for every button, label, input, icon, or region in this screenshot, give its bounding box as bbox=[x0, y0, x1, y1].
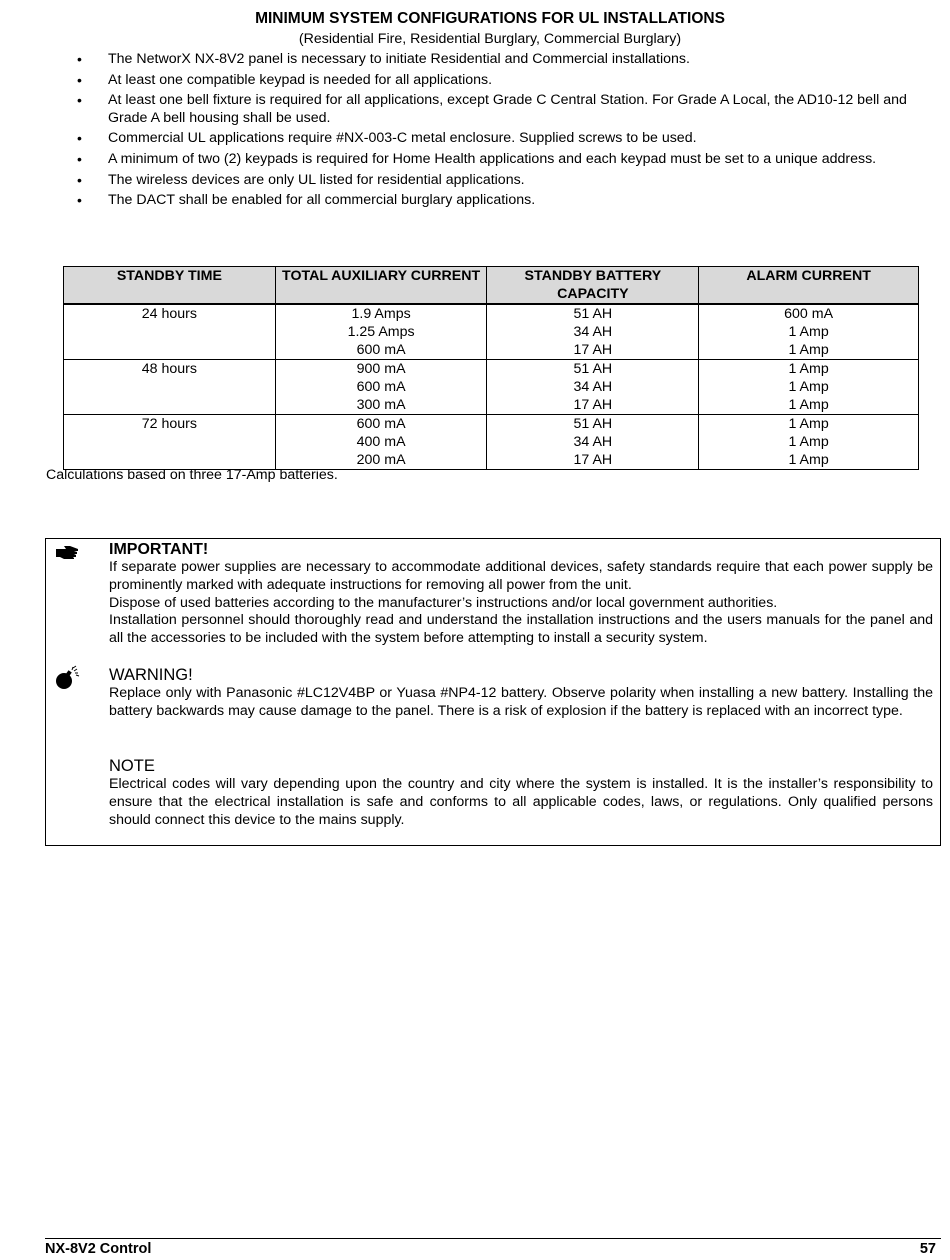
list-item: • The DACT shall be enabled for all commercial burglary applications. bbox=[77, 192, 536, 209]
header-alarm-current: ALARM CURRENT bbox=[699, 267, 919, 305]
bullet-icon: • bbox=[77, 71, 82, 88]
note-heading: NOTE bbox=[109, 757, 155, 775]
cell-time: 24 hours bbox=[64, 304, 276, 360]
footer-divider bbox=[45, 1238, 941, 1239]
list-item: • The NetworX NX-8V2 panel is necessary to initiate Residential and Commercial installations. bbox=[77, 51, 690, 67]
table-row bbox=[64, 304, 919, 360]
bomb-icon bbox=[54, 665, 82, 695]
bullet-icon: • bbox=[77, 192, 82, 209]
bullet-icon: • bbox=[77, 171, 82, 188]
cell-time: 48 hours bbox=[64, 360, 276, 415]
bullet-icon: • bbox=[77, 51, 82, 67]
important-heading: IMPORTANT! bbox=[109, 541, 209, 558]
cell-alarm: 1 Amp 1 Amp 1 Amp bbox=[699, 415, 919, 470]
list-item: • Commercial UL applications require #NX-003-C metal enclosure. Supplied screws to be used. bbox=[77, 130, 697, 147]
warning-section: WARNING! Replace only with Panasonic #LC12V4BP or Yuasa #NP4-12 battery. Observe polarity when installing a new battery. Installing the battery backwards may cause damage to the panel. There is a risk of explosion if the battery is replaced with an incorrect type. bbox=[109, 666, 933, 719]
table-header-row bbox=[64, 267, 919, 305]
page-number: 57 bbox=[919, 1241, 936, 1257]
cell-battery: 51 AH 34 AH 17 AH bbox=[487, 360, 699, 415]
bullet-icon: • bbox=[77, 150, 82, 167]
table-row bbox=[64, 415, 919, 470]
standby-battery-table bbox=[63, 266, 919, 470]
cell-time: 72 hours bbox=[64, 415, 276, 470]
warning-heading: WARNING! bbox=[109, 666, 193, 684]
cell-aux: 1.9 Amps 1.25 Amps 600 mA bbox=[275, 304, 487, 360]
header-battery-capacity: STANDBY BATTERY CAPACITY bbox=[487, 267, 699, 305]
list-item: • At least one compatible keypad is needed for all applications. bbox=[77, 71, 493, 88]
cell-alarm: 1 Amp 1 Amp 1 Amp bbox=[699, 360, 919, 415]
note-section: NOTE Electrical codes will vary depending upon the country and city where the system is installed. It is the installer’s responsibility to ensure that the electrical installation is safe and conforms to all applicable codes, laws, or regulations. Only qualified persons should connect this device to the mains supply. bbox=[109, 757, 933, 828]
header-standby-time: STANDBY TIME bbox=[64, 267, 276, 305]
requirements-list bbox=[46, 51, 942, 213]
cell-battery: 51 AH 34 AH 17 AH bbox=[487, 415, 699, 470]
footer-doc-title: NX-8V2 Control bbox=[45, 1241, 152, 1257]
list-item: • The wireless devices are only UL listed for residential applications. bbox=[77, 171, 525, 188]
cell-aux: 600 mA 400 mA 200 mA bbox=[275, 415, 487, 470]
bullet-icon: • bbox=[77, 130, 82, 147]
bullet-icon: • bbox=[77, 92, 82, 109]
page-subtitle: (Residential Fire, Residential Burglary, Commercial Burglary) bbox=[298, 31, 682, 47]
notice-box bbox=[45, 538, 941, 846]
table-row bbox=[64, 360, 919, 415]
page-title: MINIMUM SYSTEM CONFIGURATIONS FOR UL INSTALLATIONS bbox=[255, 10, 725, 27]
pointing-hand-icon bbox=[54, 541, 80, 567]
cell-aux: 900 mA 600 mA 300 mA bbox=[275, 360, 487, 415]
cell-alarm: 600 mA 1 Amp 1 Amp bbox=[699, 304, 919, 360]
important-section: IMPORTANT! If separate power supplies are necessary to accommodate additional devices, safety standards require that each power supply be prominently marked with adequate instructions for removing all power from the unit. Dispose of used batteries according to the manufacturer’s instructions and/or local government authorities. Installation personnel should thoroughly read and understand the installation instructions and the users manuals for the panel and all the accessories to be included with the system before attempting to install a security system. bbox=[109, 541, 933, 647]
list-item: • At least one bell fixture is required for all applications, except Grade C Central Station. For Grade A Local, the AD10-12 bell and Grade A bell housing shall be used. bbox=[77, 92, 907, 126]
table-footnote: Calculations based on three 17-Amp batteries. bbox=[46, 467, 338, 483]
list-item: • A minimum of two (2) keypads is required for Home Health applications and each keypad must be set to a unique address. bbox=[77, 150, 877, 167]
cell-battery: 51 AH 34 AH 17 AH bbox=[487, 304, 699, 360]
header-aux-current: TOTAL AUXILIARY CURRENT bbox=[275, 267, 487, 305]
